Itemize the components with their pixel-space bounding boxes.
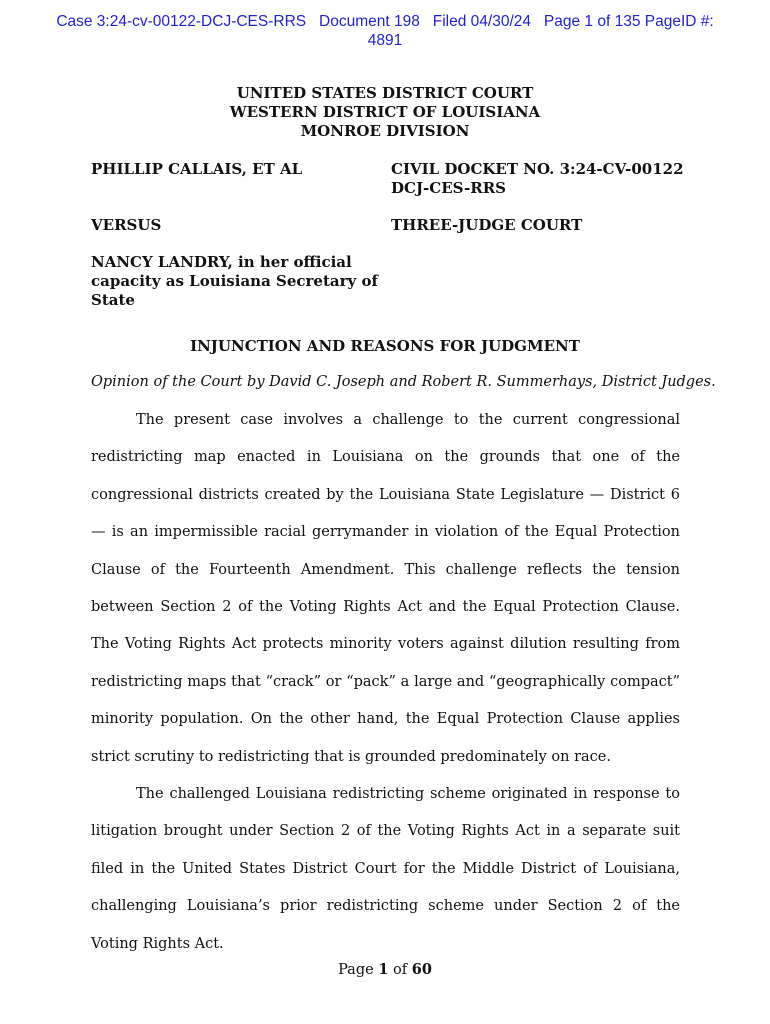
docket-line-1: CIVIL DOCKET NO. 3:24-CV-00122 (391, 160, 684, 178)
footer-page-number: 1 (378, 961, 389, 978)
filing-header-stamp (0, 12, 770, 50)
footer-of: of (388, 962, 412, 978)
court-heading (0, 84, 770, 141)
document-title: INJUNCTION AND REASONS FOR JUDGMENT (190, 337, 580, 355)
court-division: MONROE DIVISION (300, 122, 470, 140)
defendant-name (91, 253, 378, 310)
court-type: THREE-JUDGE COURT (391, 216, 583, 234)
opinion-attribution: Opinion of the Court by David C. Joseph and Robert R. Summerhays, District Judges. (91, 374, 716, 390)
docket-line-2: DCJ-CES-RRS (391, 179, 507, 197)
court-name: UNITED STATES DISTRICT COURT (236, 84, 534, 102)
stamp-line-2: 4891 (367, 32, 403, 49)
page-footer (0, 961, 770, 978)
footer-prefix: Page (338, 962, 379, 978)
footer-total-pages: 60 (411, 961, 432, 978)
docket-number (391, 160, 684, 198)
defendant-line-2: capacity as Louisiana Secretary of (91, 272, 378, 290)
defendant-line-1: NANCY LANDRY, in her official (91, 253, 352, 271)
body-paragraph-2: The challenged Louisiana redistricting scheme originated in response to litigation brought under Section 2 of the Voting Rights Act in a separate suit filed in the United States District Court for the Middle District of Louisiana, challenging Louisiana’s prior redistricting scheme under Section 2 of the Voting Rights Act. (91, 786, 680, 952)
court-district: WESTERN DISTRICT OF LOUISIANA (229, 103, 541, 121)
body-paragraph-1: The present case involves a challenge to the current congressional redistricting map enacted in Louisiana on the grounds that one of the congressional districts created by the Louisiana State Legislature — District 6 — is an impermissible racial gerrymander in violation of the Equal Protection Clause of the Fourteenth Amendment. This challenge reflects the tension between Section 2 of the Voting Rights Act and the Equal Protection Clause. The Voting Rights Act protects minority voters against dilution resulting from redistricting maps that “crack” or “pack” a large and “geographically compact” minority population. On the other hand, the Equal Protection Clause applies strict scrutiny to redistricting that is grounded predominately on race. (91, 412, 680, 765)
versus-label: VERSUS (91, 216, 162, 234)
stamp-line-1: Case 3:24-cv-00122-DCJ-CES-RRS Document 198 Filed 04/30/24 Page 1 of 135 PageID #: (56, 13, 714, 30)
defendant-line-3: State (91, 291, 135, 309)
plaintiff-name: PHILLIP CALLAIS, ET AL (91, 160, 303, 178)
